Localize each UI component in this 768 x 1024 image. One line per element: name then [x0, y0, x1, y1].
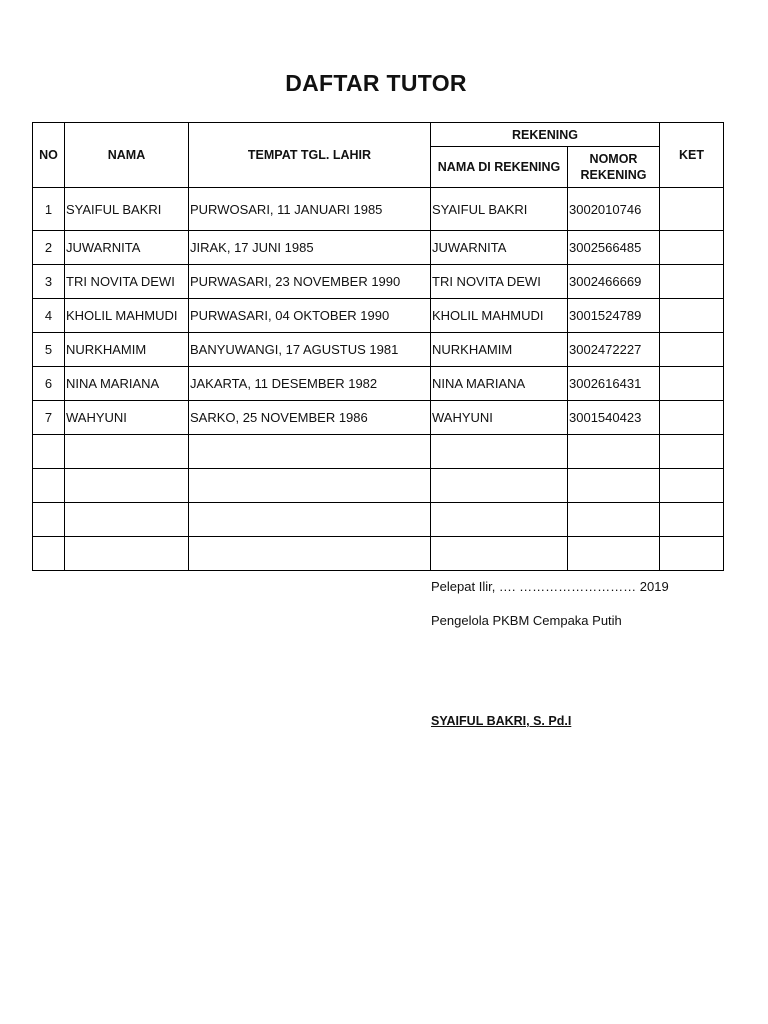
cell-nama-di-rekening: TRI NOVITA DEWI [431, 265, 568, 299]
cell-nama-di-rekening: WAHYUNI [431, 401, 568, 435]
cell-nama: TRI NOVITA DEWI [65, 265, 189, 299]
header-nomor-rekening: NOMOR REKENING [568, 147, 660, 188]
cell-ket [660, 537, 724, 571]
header-tempat-tgl-lahir: TEMPAT TGL. LAHIR [189, 123, 431, 188]
cell-nomor-rekening [568, 503, 660, 537]
cell-no: 7 [33, 401, 65, 435]
table-row [33, 299, 724, 333]
page-title: DAFTAR TUTOR [285, 70, 467, 96]
cell-nomor-rekening: 3001540423 [568, 401, 660, 435]
cell-no: 5 [33, 333, 65, 367]
cell-ket [660, 401, 724, 435]
signer-role: Pengelola PKBM Cempaka Putih [431, 613, 622, 628]
cell-nomor-rekening [568, 469, 660, 503]
cell-nomor-rekening [568, 435, 660, 469]
table-row [33, 333, 724, 367]
cell-nama [65, 503, 189, 537]
cell-tempat-tgl-lahir [189, 537, 431, 571]
cell-nama [65, 537, 189, 571]
cell-no [33, 469, 65, 503]
cell-no [33, 537, 65, 571]
cell-nomor-rekening: 3002616431 [568, 367, 660, 401]
cell-nama: KHOLIL MAHMUDI [65, 299, 189, 333]
header-no: NO [33, 123, 65, 188]
cell-nomor-rekening: 3002566485 [568, 231, 660, 265]
cell-tempat-tgl-lahir: JAKARTA, 11 DESEMBER 1982 [189, 367, 431, 401]
cell-tempat-tgl-lahir [189, 503, 431, 537]
cell-nama [65, 435, 189, 469]
cell-ket [660, 469, 724, 503]
header-rekening: REKENING [431, 123, 660, 147]
cell-no: 2 [33, 231, 65, 265]
cell-nomor-rekening: 3002010746 [568, 188, 660, 231]
cell-tempat-tgl-lahir: BANYUWANGI, 17 AGUSTUS 1981 [189, 333, 431, 367]
table-row [33, 537, 724, 571]
cell-ket [660, 265, 724, 299]
cell-nama-di-rekening: NURKHAMIM [431, 333, 568, 367]
table-row [33, 469, 724, 503]
cell-tempat-tgl-lahir [189, 435, 431, 469]
table-row [33, 367, 724, 401]
header-ket: KET [660, 123, 724, 188]
place-date: Pelepat Ilir, …. ……………………… 2019 [431, 579, 669, 594]
cell-nama: WAHYUNI [65, 401, 189, 435]
cell-no: 3 [33, 265, 65, 299]
cell-nama-di-rekening [431, 469, 568, 503]
header-nama: NAMA [65, 123, 189, 188]
cell-ket [660, 231, 724, 265]
table-row [33, 401, 724, 435]
cell-ket [660, 367, 724, 401]
cell-no: 1 [33, 188, 65, 231]
tutor-table [32, 122, 724, 571]
cell-tempat-tgl-lahir [189, 469, 431, 503]
cell-nama [65, 469, 189, 503]
cell-tempat-tgl-lahir: PURWASARI, 23 NOVEMBER 1990 [189, 265, 431, 299]
cell-nama: JUWARNITA [65, 231, 189, 265]
table-row [33, 503, 724, 537]
cell-nama: NURKHAMIM [65, 333, 189, 367]
table-body [33, 188, 724, 571]
cell-tempat-tgl-lahir: SARKO, 25 NOVEMBER 1986 [189, 401, 431, 435]
table-header [33, 123, 724, 188]
cell-nomor-rekening: 3001524789 [568, 299, 660, 333]
cell-nama-di-rekening: SYAIFUL BAKRI [431, 188, 568, 231]
cell-no: 4 [33, 299, 65, 333]
cell-no: 6 [33, 367, 65, 401]
cell-tempat-tgl-lahir: PURWOSARI, 11 JANUARI 1985 [189, 188, 431, 231]
cell-nama-di-rekening: KHOLIL MAHMUDI [431, 299, 568, 333]
header-nama-di-rekening: NAMA DI REKENING [431, 147, 568, 188]
cell-nomor-rekening [568, 537, 660, 571]
cell-no [33, 435, 65, 469]
table-row [33, 435, 724, 469]
cell-tempat-tgl-lahir: JIRAK, 17 JUNI 1985 [189, 231, 431, 265]
signer-name: SYAIFUL BAKRI, S. Pd.I [431, 714, 572, 728]
cell-ket [660, 503, 724, 537]
cell-nomor-rekening: 3002472227 [568, 333, 660, 367]
cell-nama-di-rekening [431, 503, 568, 537]
cell-nomor-rekening: 3002466669 [568, 265, 660, 299]
cell-nama-di-rekening: JUWARNITA [431, 231, 568, 265]
cell-no [33, 503, 65, 537]
cell-ket [660, 435, 724, 469]
table-row [33, 265, 724, 299]
cell-tempat-tgl-lahir: PURWASARI, 04 OKTOBER 1990 [189, 299, 431, 333]
table-row [33, 188, 724, 231]
cell-ket [660, 333, 724, 367]
cell-ket [660, 299, 724, 333]
cell-nama: NINA MARIANA [65, 367, 189, 401]
cell-nama-di-rekening [431, 435, 568, 469]
cell-ket [660, 188, 724, 231]
cell-nama: SYAIFUL BAKRI [65, 188, 189, 231]
cell-nama-di-rekening [431, 537, 568, 571]
cell-nama-di-rekening: NINA MARIANA [431, 367, 568, 401]
table-row [33, 231, 724, 265]
